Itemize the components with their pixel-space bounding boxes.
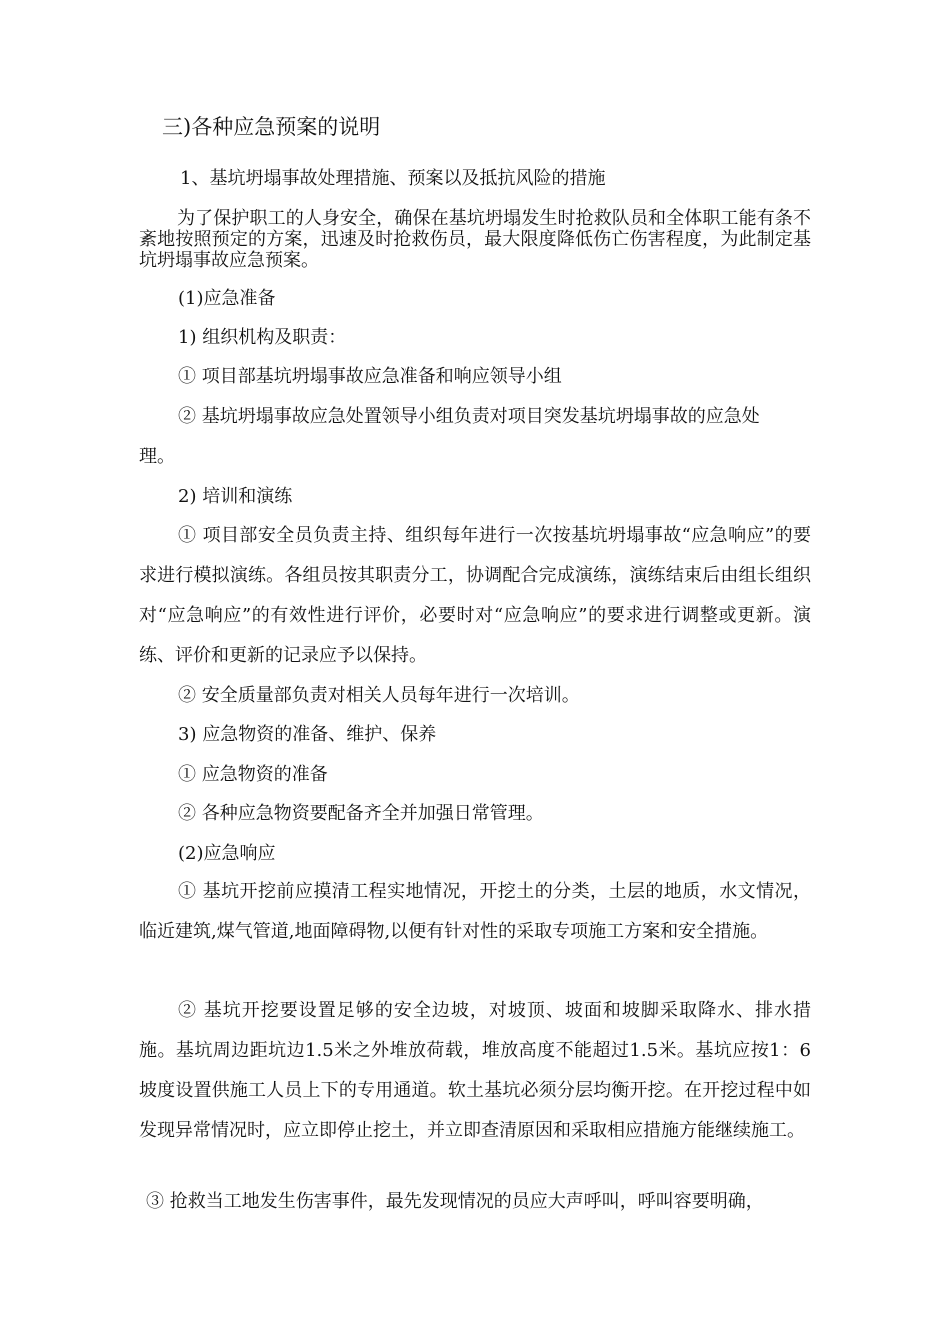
item2-a: ① 项目部安全员负责主持、组织每年进行一次按基坑坍塌事故“应急响应”的要求进行模拟演练。各组员按其职责分工，协调配合完成演练，演练结束后由组长组织对“应急响应”的有效性进行评价，必要时对“应急响应”的要求进行调整或更新。演练、评价和更新的记录应予以保持。 — [139, 525, 811, 666]
item3-b: ② 各种应急物资要配备齐全并加强日常管理。 — [178, 803, 544, 824]
item3-title: 3) 应急物资的准备、维护、保养 — [178, 724, 437, 745]
response-a: ① 基坑开挖前应摸清工程实地情况，开挖土的分类，土层的地质，水文情况，临近建筑,煤气管道,地面障碍物,以便有针对性的采取专项施工方案和安全措施。 — [139, 881, 811, 942]
item3-a: ① 应急物资的准备 — [178, 764, 328, 785]
section-heading: 三)各种应急预案的说明 — [162, 115, 381, 139]
item2-title: 2) 培训和演练 — [178, 486, 293, 507]
response-b: ② 基坑开挖要设置足够的安全边坡，对坡顶、坡面和坡脚采取降水、排水措施。基坑周边距坑边1.5米之外堆放荷载，堆放高度不能超过1.5米。基坑应按1：6坡度设置供施工人员上下的专用通道。软土基坑必须分层均衡开挖。在开挖过程中如发现异常情况时，应立即停止挖土，并立即查清原因和采取相应措施方能继续施工。 — [139, 1000, 811, 1141]
item2-b: ② 安全质量部负责对相关人员每年进行一次培训。 — [178, 685, 580, 706]
item1-b-line1: ② 基坑坍塌事故应急处置领导小组负责对项目突发基坑坍塌事故的应急处 — [178, 406, 760, 427]
item1-a: ① 项目部基坑坍塌事故应急准备和响应领导小组 — [178, 366, 562, 387]
item1-title: 1) 组织机构及职责： — [178, 327, 347, 348]
item1-b-line2: 理。 — [139, 446, 175, 467]
subsection-title: 1、基坑坍塌事故处理措施、预案以及抵抗风险的措施 — [180, 168, 606, 189]
intro-paragraph: 为了保护职工的人身安全，确保在基坑坍塌发生时抢救队员和全体职工能有条不紊地按照预定的方案，迅速及时抢救伤员，最大限度降低伤亡伤害程度，为此制定基坑坍塌事故应急预案。 — [139, 208, 811, 271]
part2-title: (2)应急响应 — [178, 843, 276, 864]
response-c: ③ 抢救当工地发生伤害事件，最先发现情况的员应大声呼叫，呼叫容要明确， — [146, 1191, 764, 1212]
part1-title: (1)应急准备 — [178, 288, 276, 309]
